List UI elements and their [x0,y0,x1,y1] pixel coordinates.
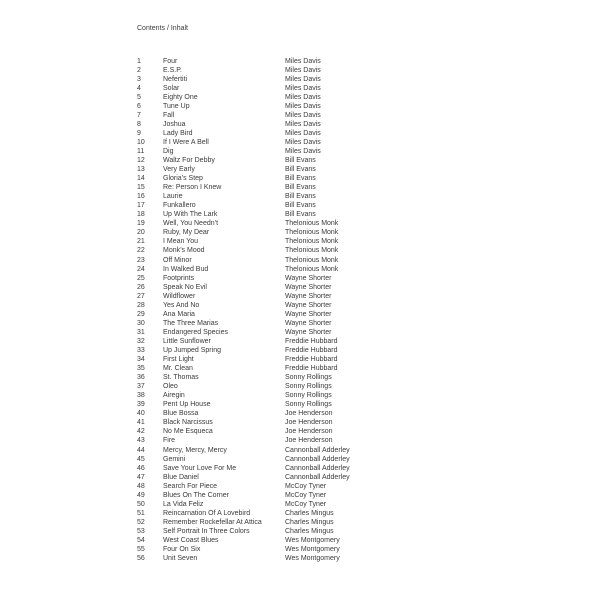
track-row [137,482,417,491]
track-artist: Freddie Hubbard [285,365,338,373]
track-title: Ruby, My Dear [163,229,210,237]
track-row [137,527,417,536]
track-number: 53 [137,527,145,535]
track-artist: Joe Henderson [285,419,333,427]
track-number: 14 [137,175,145,183]
track-artist: Bill Evans [285,157,316,165]
track-title: The Three Marias [163,319,219,327]
track-artist: Thelonious Monk [285,265,339,273]
track-row [137,129,417,138]
track-number: 16 [137,193,145,201]
track-row [137,464,417,473]
track-title: Mr. Clean [163,365,193,373]
track-row [137,156,417,165]
track-title: No Me Esqueca [163,428,213,436]
track-number: 46 [137,464,145,472]
track-artist: Miles Davis [285,57,321,65]
track-title: West Coast Blues [163,536,219,544]
track-title: Four [163,57,178,65]
track-title: Lady Bird [163,129,193,137]
track-row [137,355,417,364]
page-title: Contents / Inhalt [137,25,188,32]
track-artist: Cannonball Adderley [285,464,350,472]
track-number: 19 [137,220,145,228]
track-artist: Thelonious Monk [285,229,339,237]
track-artist: Sonny Rollings [285,374,332,382]
track-number: 49 [137,491,145,499]
track-number: 6 [137,102,141,110]
track-row [137,292,417,301]
track-artist: Thelonious Monk [285,256,339,264]
track-artist: Bill Evans [285,202,316,210]
track-title: Wildflower [163,292,196,300]
track-row [137,246,417,255]
track-title: Self Portrait In Three Colors [163,527,250,535]
track-artist: Charles Mingus [285,509,334,517]
track-row [137,346,417,355]
track-number: 25 [137,274,145,282]
track-row [137,219,417,228]
track-title: Well, You Needn’t [163,220,219,228]
track-row [137,373,417,382]
track-number: 48 [137,482,145,490]
track-artist: Wes Montgomery [285,536,340,544]
track-title: Yes And No [163,301,200,309]
track-row [137,500,417,509]
track-number: 29 [137,310,145,318]
track-artist: Miles Davis [285,147,321,155]
track-row [137,310,417,319]
track-artist: Thelonious Monk [285,247,339,255]
track-row [137,337,417,346]
track-row [137,446,417,455]
track-row [137,518,417,527]
track-number: 50 [137,500,145,508]
track-number: 30 [137,319,145,327]
track-row [137,436,417,445]
track-number: 34 [137,356,145,364]
track-title: Very Early [163,166,195,174]
track-number: 55 [137,546,145,554]
track-number: 5 [137,93,141,101]
track-list [137,57,417,564]
track-number: 12 [137,157,145,165]
track-title: Monk’s Mood [163,247,205,255]
track-number: 43 [137,437,145,445]
track-title: Joshua [163,120,186,128]
track-number: 13 [137,166,145,174]
track-artist: Bill Evans [285,166,316,174]
track-row [137,455,417,464]
track-artist: McCoy Tyner [285,491,327,499]
track-artist: Wayne Shorter [285,292,332,300]
track-title: Unit Seven [163,555,198,563]
track-title: If I Were A Bell [163,138,209,146]
track-row [137,473,417,482]
track-number: 35 [137,365,145,373]
track-number: 7 [137,111,141,119]
track-row [137,237,417,246]
track-artist: Miles Davis [285,129,321,137]
track-artist: Thelonious Monk [285,220,339,228]
track-number: 31 [137,328,145,336]
track-title: Four On Six [163,546,201,554]
track-artist: Wayne Shorter [285,319,332,327]
track-artist: Wes Montgomery [285,546,340,554]
track-artist: Sonny Rollings [285,383,332,391]
track-artist: McCoy Tyner [285,500,327,508]
track-row [137,301,417,310]
track-row [137,400,417,409]
track-row [137,265,417,274]
track-artist: Miles Davis [285,93,321,101]
track-artist: Wayne Shorter [285,274,332,282]
track-artist: Bill Evans [285,175,316,183]
track-row [137,84,417,93]
track-row [137,391,417,400]
track-row [137,210,417,219]
track-number: 28 [137,301,145,309]
track-row [137,283,417,292]
track-number: 3 [137,75,141,83]
track-row [137,111,417,120]
track-artist: McCoy Tyner [285,482,327,490]
track-artist: Charles Mingus [285,527,334,535]
track-row [137,427,417,436]
track-number: 15 [137,184,145,192]
track-number: 32 [137,337,145,345]
track-title: Off Minor [163,256,192,264]
track-artist: Miles Davis [285,138,321,146]
track-artist: Joe Henderson [285,437,333,445]
track-row [137,256,417,265]
track-artist: Miles Davis [285,120,321,128]
track-title: Remember Rockefellar At Attica [163,518,262,526]
track-title: Gloria’s Step [163,175,203,183]
track-artist: Thelonious Monk [285,238,339,246]
track-title: Fall [163,111,175,119]
track-artist: Miles Davis [285,75,321,83]
track-artist: Sonny Rollings [285,392,332,400]
track-row [137,165,417,174]
track-title: Gemini [163,455,186,463]
track-row [137,57,417,66]
track-number: 27 [137,292,145,300]
track-number: 8 [137,120,141,128]
track-title: Blue Daniel [163,473,199,481]
track-title: In Walked Bud [163,265,209,273]
track-row [137,491,417,500]
track-title: Black Narcissus [163,419,213,427]
track-title: Mercy, Mercy, Mercy [163,446,227,454]
track-number: 18 [137,211,145,219]
track-row [137,536,417,545]
track-title: Save Your Love For Me [163,464,237,472]
track-number: 10 [137,138,145,146]
track-title: Pent Up House [163,401,211,409]
track-title: Up With The Lark [163,211,218,219]
track-title: La Vida Feliz [163,500,204,508]
track-number: 1 [137,57,141,65]
track-row [137,66,417,75]
track-artist: Miles Davis [285,84,321,92]
track-artist: Freddie Hubbard [285,347,338,354]
track-number: 47 [137,473,145,481]
track-artist: Freddie Hubbard [285,337,338,345]
track-row [137,418,417,427]
track-number: 23 [137,256,145,264]
track-title: Speak No Evil [163,283,207,291]
track-title: Eighty One [163,93,198,101]
track-number: 11 [137,147,145,155]
track-row [137,120,417,129]
track-title: Airegin [163,392,185,400]
track-number: 36 [137,374,145,382]
track-number: 26 [137,283,145,291]
track-number: 38 [137,392,145,400]
track-number: 52 [137,518,145,526]
track-title: Ana Maria [163,310,195,318]
track-number: 51 [137,509,145,517]
track-artist: Bill Evans [285,211,316,219]
track-title: Up Jumped Spring [163,347,221,354]
track-row [137,138,417,147]
track-artist: Charles Mingus [285,518,334,526]
track-row [137,75,417,84]
track-title: Oleo [163,383,178,391]
track-row [137,545,417,554]
track-row [137,102,417,111]
track-artist: Bill Evans [285,193,316,201]
track-artist: Miles Davis [285,111,321,119]
track-number: 39 [137,401,145,409]
track-row [137,364,417,373]
track-artist: Freddie Hubbard [285,356,338,364]
track-artist: Wayne Shorter [285,301,332,309]
track-number: 22 [137,247,145,255]
track-title: E.S.P. [163,66,182,74]
track-number: 44 [137,446,145,454]
track-artist: Bill Evans [285,184,316,192]
track-title: Laurie [163,193,183,201]
track-title: Solar [163,84,180,92]
track-row [137,228,417,237]
track-row [137,382,417,391]
track-number: 42 [137,428,145,436]
track-artist: Cannonball Adderley [285,473,350,481]
track-row [137,274,417,283]
track-title: Fire [163,437,176,445]
track-number: 24 [137,265,145,273]
track-title: Reincarnation Of A Lovebird [163,509,251,517]
track-number: 17 [137,202,145,210]
track-title: Search For Piece [163,482,218,490]
track-title: St. Thomas [163,374,199,382]
track-artist: Miles Davis [285,102,321,110]
track-title: Dig [163,147,174,155]
track-artist: Miles Davis [285,66,321,74]
track-title: Little Sunflower [163,337,211,345]
track-title: Waltz For Debby [163,157,215,165]
track-title: Blue Bossa [163,410,199,418]
track-number: 56 [137,555,145,563]
track-number: 54 [137,536,145,544]
track-title: First Light [163,356,194,364]
track-artist: Wes Montgomery [285,555,340,563]
track-number: 37 [137,383,145,391]
track-row [137,183,417,192]
track-artist: Joe Henderson [285,428,333,436]
track-row [137,93,417,102]
track-title: Endangered Species [163,328,228,336]
track-title: I Mean You [163,238,199,246]
track-row [137,409,417,418]
track-number: 9 [137,129,141,137]
track-row [137,201,417,210]
track-title: Funkallero [163,202,196,210]
track-title: Blues On The Corner [163,491,230,499]
track-row [137,174,417,183]
track-artist: Cannonball Adderley [285,446,350,454]
track-number: 4 [137,84,141,92]
track-artist: Sonny Rollings [285,401,332,409]
track-artist: Wayne Shorter [285,310,332,318]
track-number: 41 [137,419,145,427]
track-number: 45 [137,455,145,463]
track-title: Footprints [163,274,195,282]
track-number: 21 [137,238,145,246]
track-artist: Wayne Shorter [285,283,332,291]
track-number: 20 [137,229,145,237]
track-row [137,328,417,337]
track-title: Nefertiti [163,75,188,83]
track-number: 40 [137,410,145,418]
track-number: 2 [137,66,141,74]
track-artist: Cannonball Adderley [285,455,350,463]
track-row [137,554,417,563]
track-row [137,192,417,201]
track-row [137,509,417,518]
track-number: 33 [137,347,145,354]
track-artist: Wayne Shorter [285,328,332,336]
track-artist: Joe Henderson [285,410,333,418]
track-title: Tune Up [163,102,190,110]
track-row [137,147,417,156]
track-row [137,319,417,328]
track-title: Re: Person I Knew [163,184,222,192]
